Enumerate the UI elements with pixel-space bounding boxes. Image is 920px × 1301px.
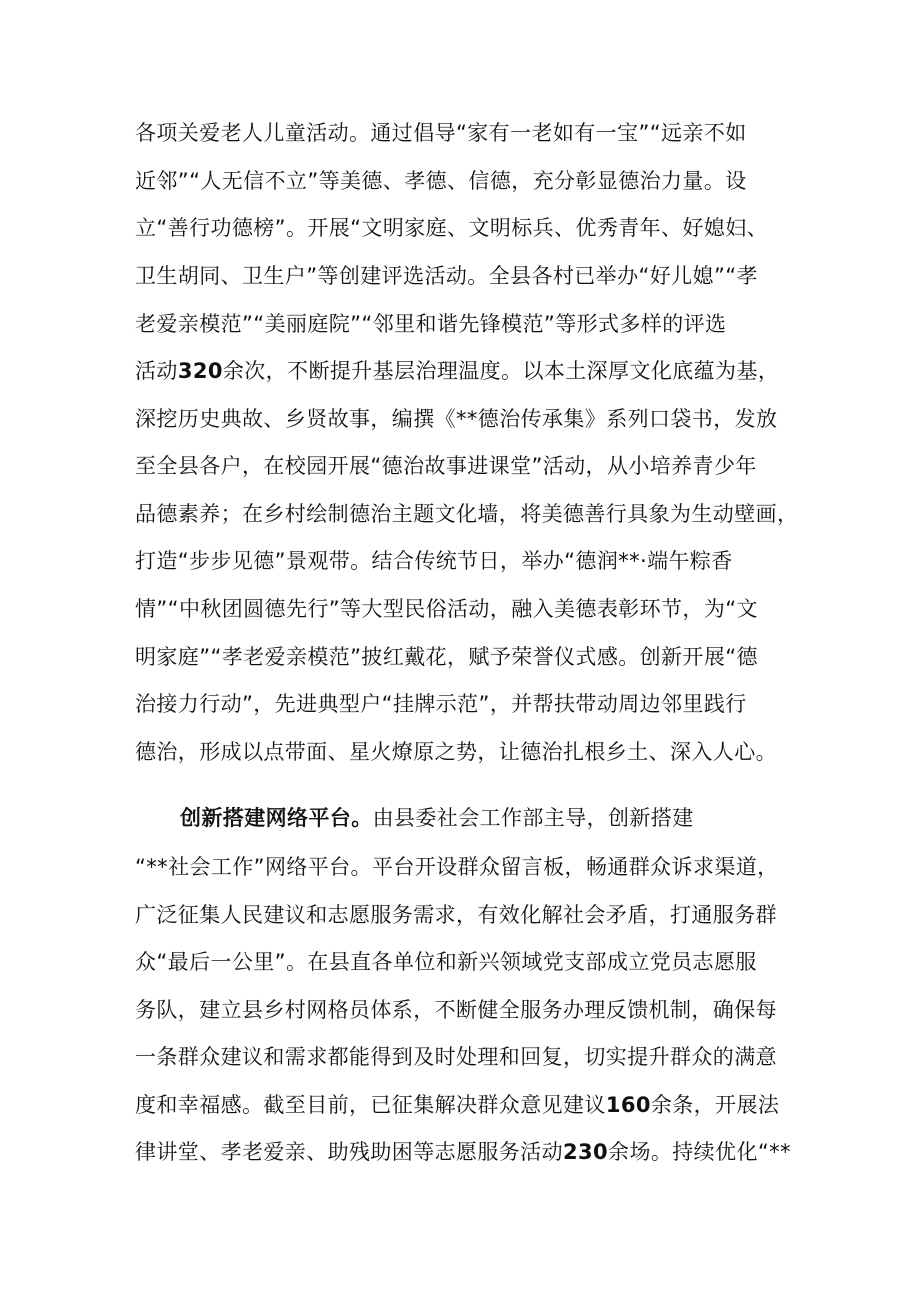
text-segment: 由县委社会工作部主导，创新搭建 bbox=[372, 806, 694, 830]
text-line bbox=[135, 359, 815, 383]
service-count: 230 bbox=[563, 1140, 609, 1164]
text-line bbox=[135, 1140, 815, 1164]
text-segment: 度和幸福感。截至目前，已征集解决群众意见建议 bbox=[135, 1093, 606, 1117]
text-segment: 律讲堂、孝老爱亲、助残助困等志愿服务活动 bbox=[135, 1140, 563, 1164]
text-line: 立“善行功德榜”。开展“文明家庭、文明标兵、优秀青年、好媳妇、 bbox=[135, 216, 769, 240]
text-line: 深挖历史典故、乡贤故事，编撰《**德治传承集》系列口袋书，发放 bbox=[135, 407, 778, 431]
text-line: 打造“步步见德”景观带。结合传统节日，举办“德润**·端午粽香 bbox=[135, 549, 733, 573]
text-segment: 活动 bbox=[135, 359, 178, 383]
text-line: 至全县各户，在校园开展“德治故事进课堂”活动，从小培养青少年 bbox=[135, 454, 757, 478]
text-line: 情”“中秋团圆德先行”等大型民俗活动，融入美德表彰环节，为“文 bbox=[135, 597, 758, 621]
text-line: 众“最后一公里”。在县直各单位和新兴领域党支部成立党员志愿服 bbox=[135, 950, 757, 974]
text-line: 德治，形成以点带面、星火燎原之势，让德治扎根乡土、深入人心。 bbox=[135, 740, 777, 764]
text-line: 明家庭”“孝老爱亲模范”披红戴花，赋予荣誉仪式感。创新开展“德 bbox=[135, 645, 758, 669]
opinion-count: 160 bbox=[605, 1093, 651, 1117]
text-line: 各项关爱老人儿童活动。通过倡导“家有一老如有一宝”“远亲不如 bbox=[135, 121, 747, 145]
activity-count: 320 bbox=[177, 359, 223, 383]
text-line bbox=[180, 806, 815, 830]
text-segment: 余次，不断提升基层治理温度。以本土深厚文化底蕴为基， bbox=[222, 359, 780, 383]
section-heading: 创新搭建网络平台。 bbox=[180, 806, 373, 830]
text-line: 品德素养；在乡村绘制德治主题文化墙，将美德善行具象为生动壁画， bbox=[135, 502, 799, 526]
text-line: 老爱亲模范”“美丽庭院”“邻里和谐先锋模范”等形式多样的评选 bbox=[135, 312, 727, 336]
text-line: 广泛征集人民建议和志愿服务需求，有效化解社会矛盾，打通服务群 bbox=[135, 903, 777, 927]
text-segment: 余条，开展法 bbox=[650, 1093, 780, 1117]
text-line: 治接力行动”，先进典型户“挂牌示范”，并帮扶带动周边邻里践行 bbox=[135, 692, 747, 716]
text-line: 近邻”“人无信不立”等美德、孝德、信德，充分彰显德治力量。设 bbox=[135, 169, 747, 193]
text-line: 卫生胡同、卫生户”等创建评选活动。全县各村已举办“好儿媳”“孝 bbox=[135, 264, 758, 288]
text-line: 一条群众建议和需求都能得到及时处理和回复，切实提升群众的满意 bbox=[135, 1045, 777, 1069]
text-line bbox=[135, 1093, 815, 1117]
text-segment: 余场。持续优化“** bbox=[608, 1140, 791, 1164]
text-line: “**社会工作”网络平台。平台开设群众留言板，畅通群众诉求渠道， bbox=[135, 855, 779, 879]
text-line: 务队，建立县乡村网格员体系，不断健全服务办理反馈机制，确保每 bbox=[135, 998, 777, 1022]
